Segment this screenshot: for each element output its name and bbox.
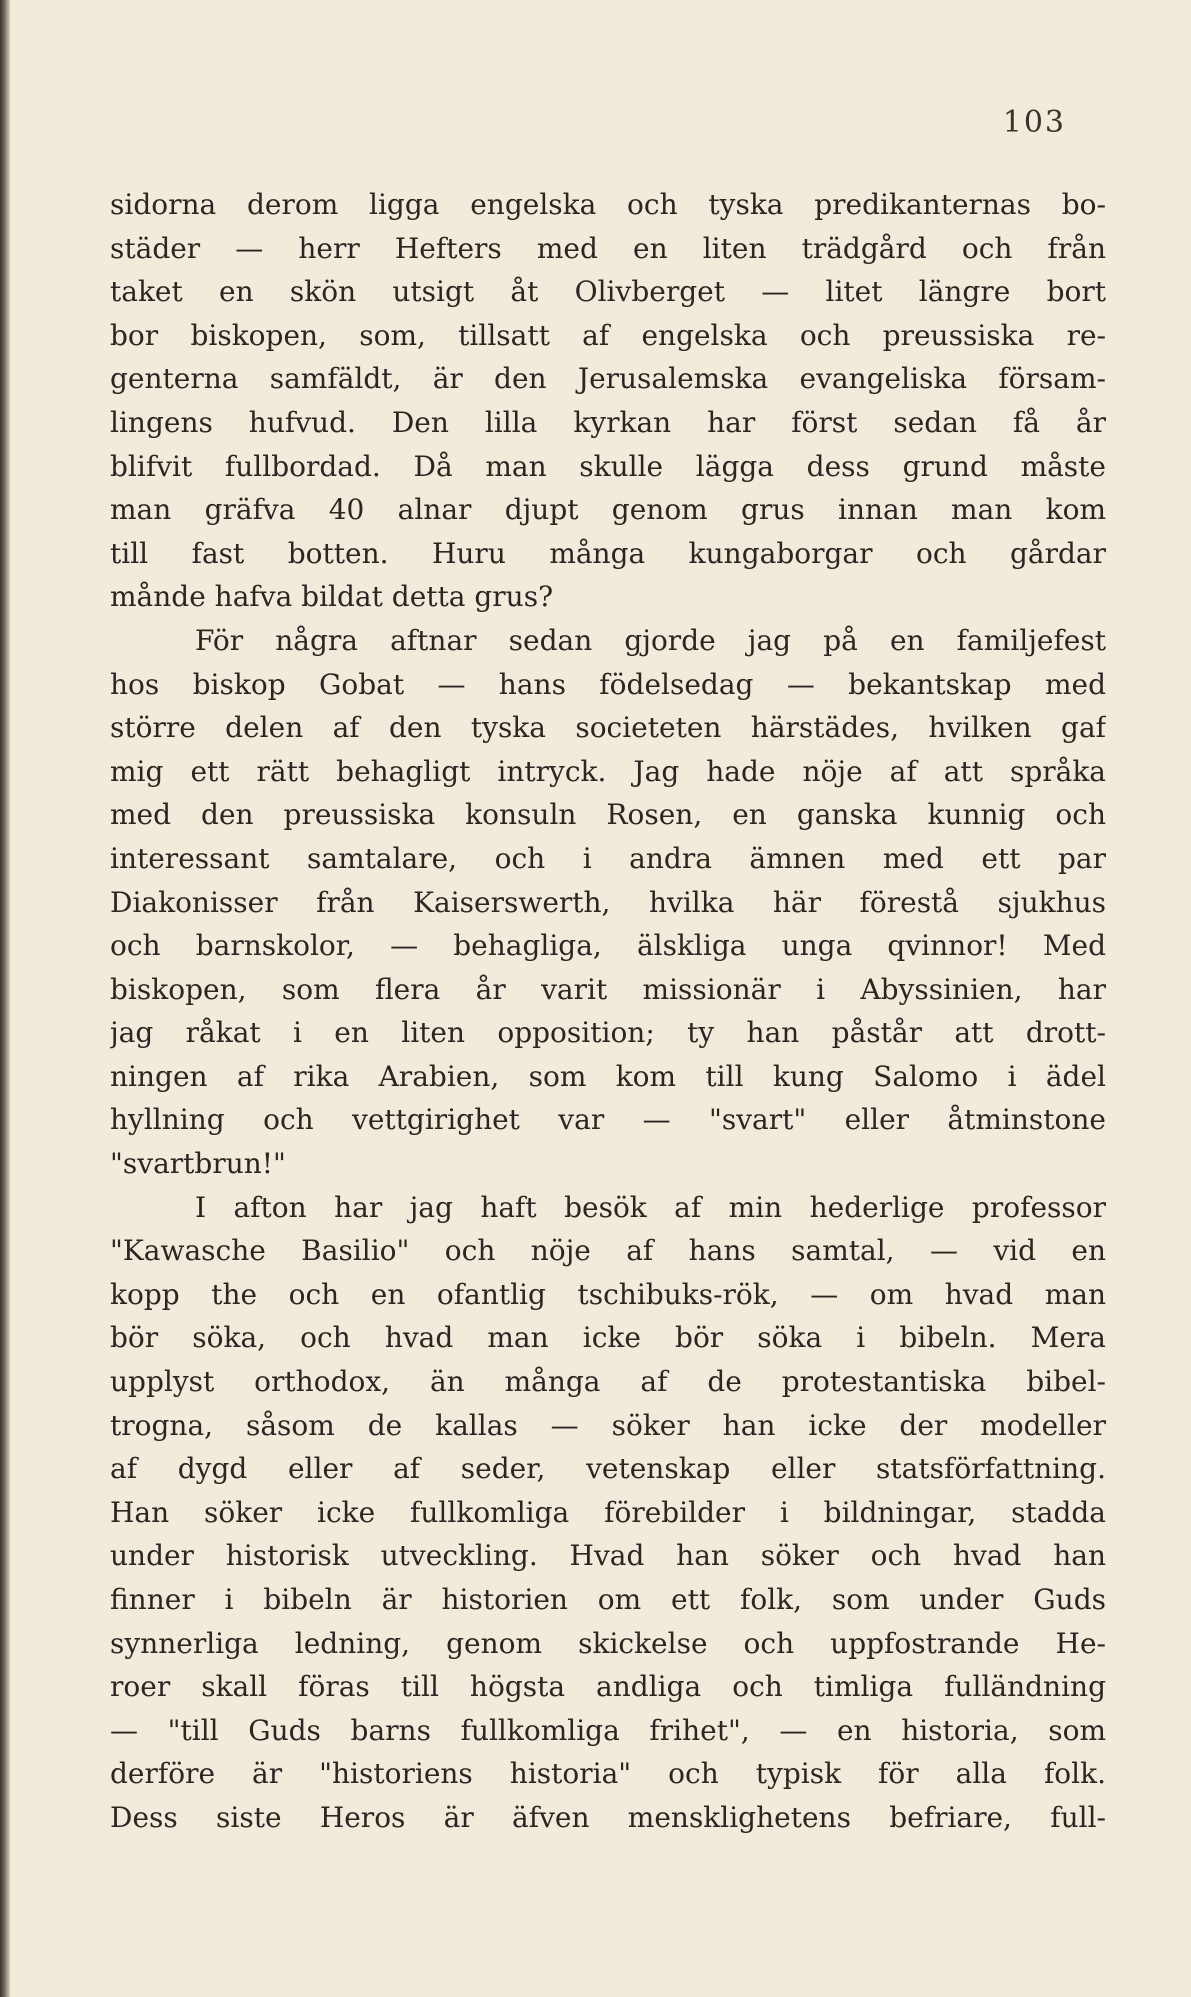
text-line: hos biskop Gobat — hans födelsedag — bekantskap med (110, 667, 1106, 701)
text-line: roer skall föras till högsta andliga och timliga fulländning (110, 1670, 1106, 1704)
text-line: hyllning och vettgirighet var — "svart" eller åtminstone (110, 1103, 1106, 1137)
text-line: bor biskopen, som, tillsatt af engelska och preussiska re- (110, 318, 1106, 352)
text-line: med den preussiska konsuln Rosen, en ganska kunnig och (110, 798, 1106, 832)
text-line: biskopen, som flera år varit missionär i Abyssinien, har (110, 972, 1106, 1006)
text-line: — "till Guds barns fullkomliga frihet", — en historia, som (110, 1713, 1106, 1747)
text-line: taket en skön utsigt åt Olivberget — litet längre bort (110, 275, 1106, 309)
text-line: finner i bibeln är historien om ett folk, som under Guds (110, 1583, 1106, 1616)
text-line: bör söka, och hvad man icke bör söka i bibeln. Mera (110, 1321, 1106, 1355)
page-number: 103 (1002, 105, 1066, 140)
text-line: mig ett rätt behagligt intryck. Jag hade nöje af att språka (110, 754, 1106, 788)
text-line: till fast botten. Huru många kungaborgar och gårdar (110, 536, 1106, 570)
paragraph-start-line: I afton har jag haft besök af min hederlige professor (195, 1190, 1106, 1224)
text-line: Han söker icke fullkomliga förebilder i bildningar, stadda (110, 1495, 1106, 1529)
text-line: kopp the och en ofantlig tschibuks-rök, — om hvad man (110, 1277, 1106, 1311)
text-line: sidorna derom ligga engelska och tyska predikanternas bo- (110, 188, 1106, 221)
text-line: Diakonisser från Kaiserswerth, hvilka här förestå sjukhus (110, 885, 1106, 919)
paragraph-start-line: För några aftnar sedan gjorde jag på en familjefest (195, 623, 1106, 657)
text-line: blifvit fullbordad. Då man skulle lägga dess grund måste (110, 449, 1106, 483)
text-line: af dygd eller af seder, vetenskap eller statsförfattning. (110, 1452, 1106, 1486)
text-line: städer — herr Hefters med en liten trädgård och från (110, 231, 1106, 265)
text-line: Dess siste Heros är äfven mensklighetens befriare, full- (110, 1800, 1106, 1834)
paragraph-end-line: månde hafva bildat detta grus? (110, 580, 554, 614)
body-text (110, 183, 1106, 1840)
text-line: upplyst orthodox, än många af de protestantiska bibel- (110, 1365, 1106, 1399)
text-line: interessant samtalare, och i andra ämnen med ett par (110, 841, 1106, 875)
text-line: synnerliga ledning, genom skickelse och uppfostrande He- (110, 1626, 1106, 1660)
paragraph-end-line: "svartbrun!" (110, 1147, 286, 1181)
text-line: jag råkat i en liten opposition; ty han påstår att drott- (110, 1016, 1106, 1050)
text-line: trogna, såsom de kallas — söker han icke der modeller (110, 1408, 1106, 1442)
text-line: derföre är "historiens historia" och typisk för alla folk. (110, 1757, 1106, 1791)
page-binding-edge (0, 0, 10, 1997)
text-line: ningen af rika Arabien, som kom till kung Salomo i ädel (110, 1059, 1106, 1093)
text-line: man gräfva 40 alnar djupt genom grus innan man kom (110, 493, 1106, 527)
text-line: lingens hufvud. Den lilla kyrkan har först sedan få år (110, 405, 1106, 439)
text-line: och barnskolor, — behagliga, älskliga unga qvinnor! Med (110, 929, 1106, 963)
text-line: genterna samfäldt, är den Jerusalemska evangeliska försam- (110, 362, 1106, 396)
text-line: större delen af den tyska societeten härstädes, hvilken gaf (110, 711, 1106, 745)
text-line: "Kawasche Basilio" och nöje af hans samtal, — vid en (110, 1234, 1106, 1268)
text-line: under historisk utveckling. Hvad han söker och hvad han (110, 1539, 1106, 1573)
